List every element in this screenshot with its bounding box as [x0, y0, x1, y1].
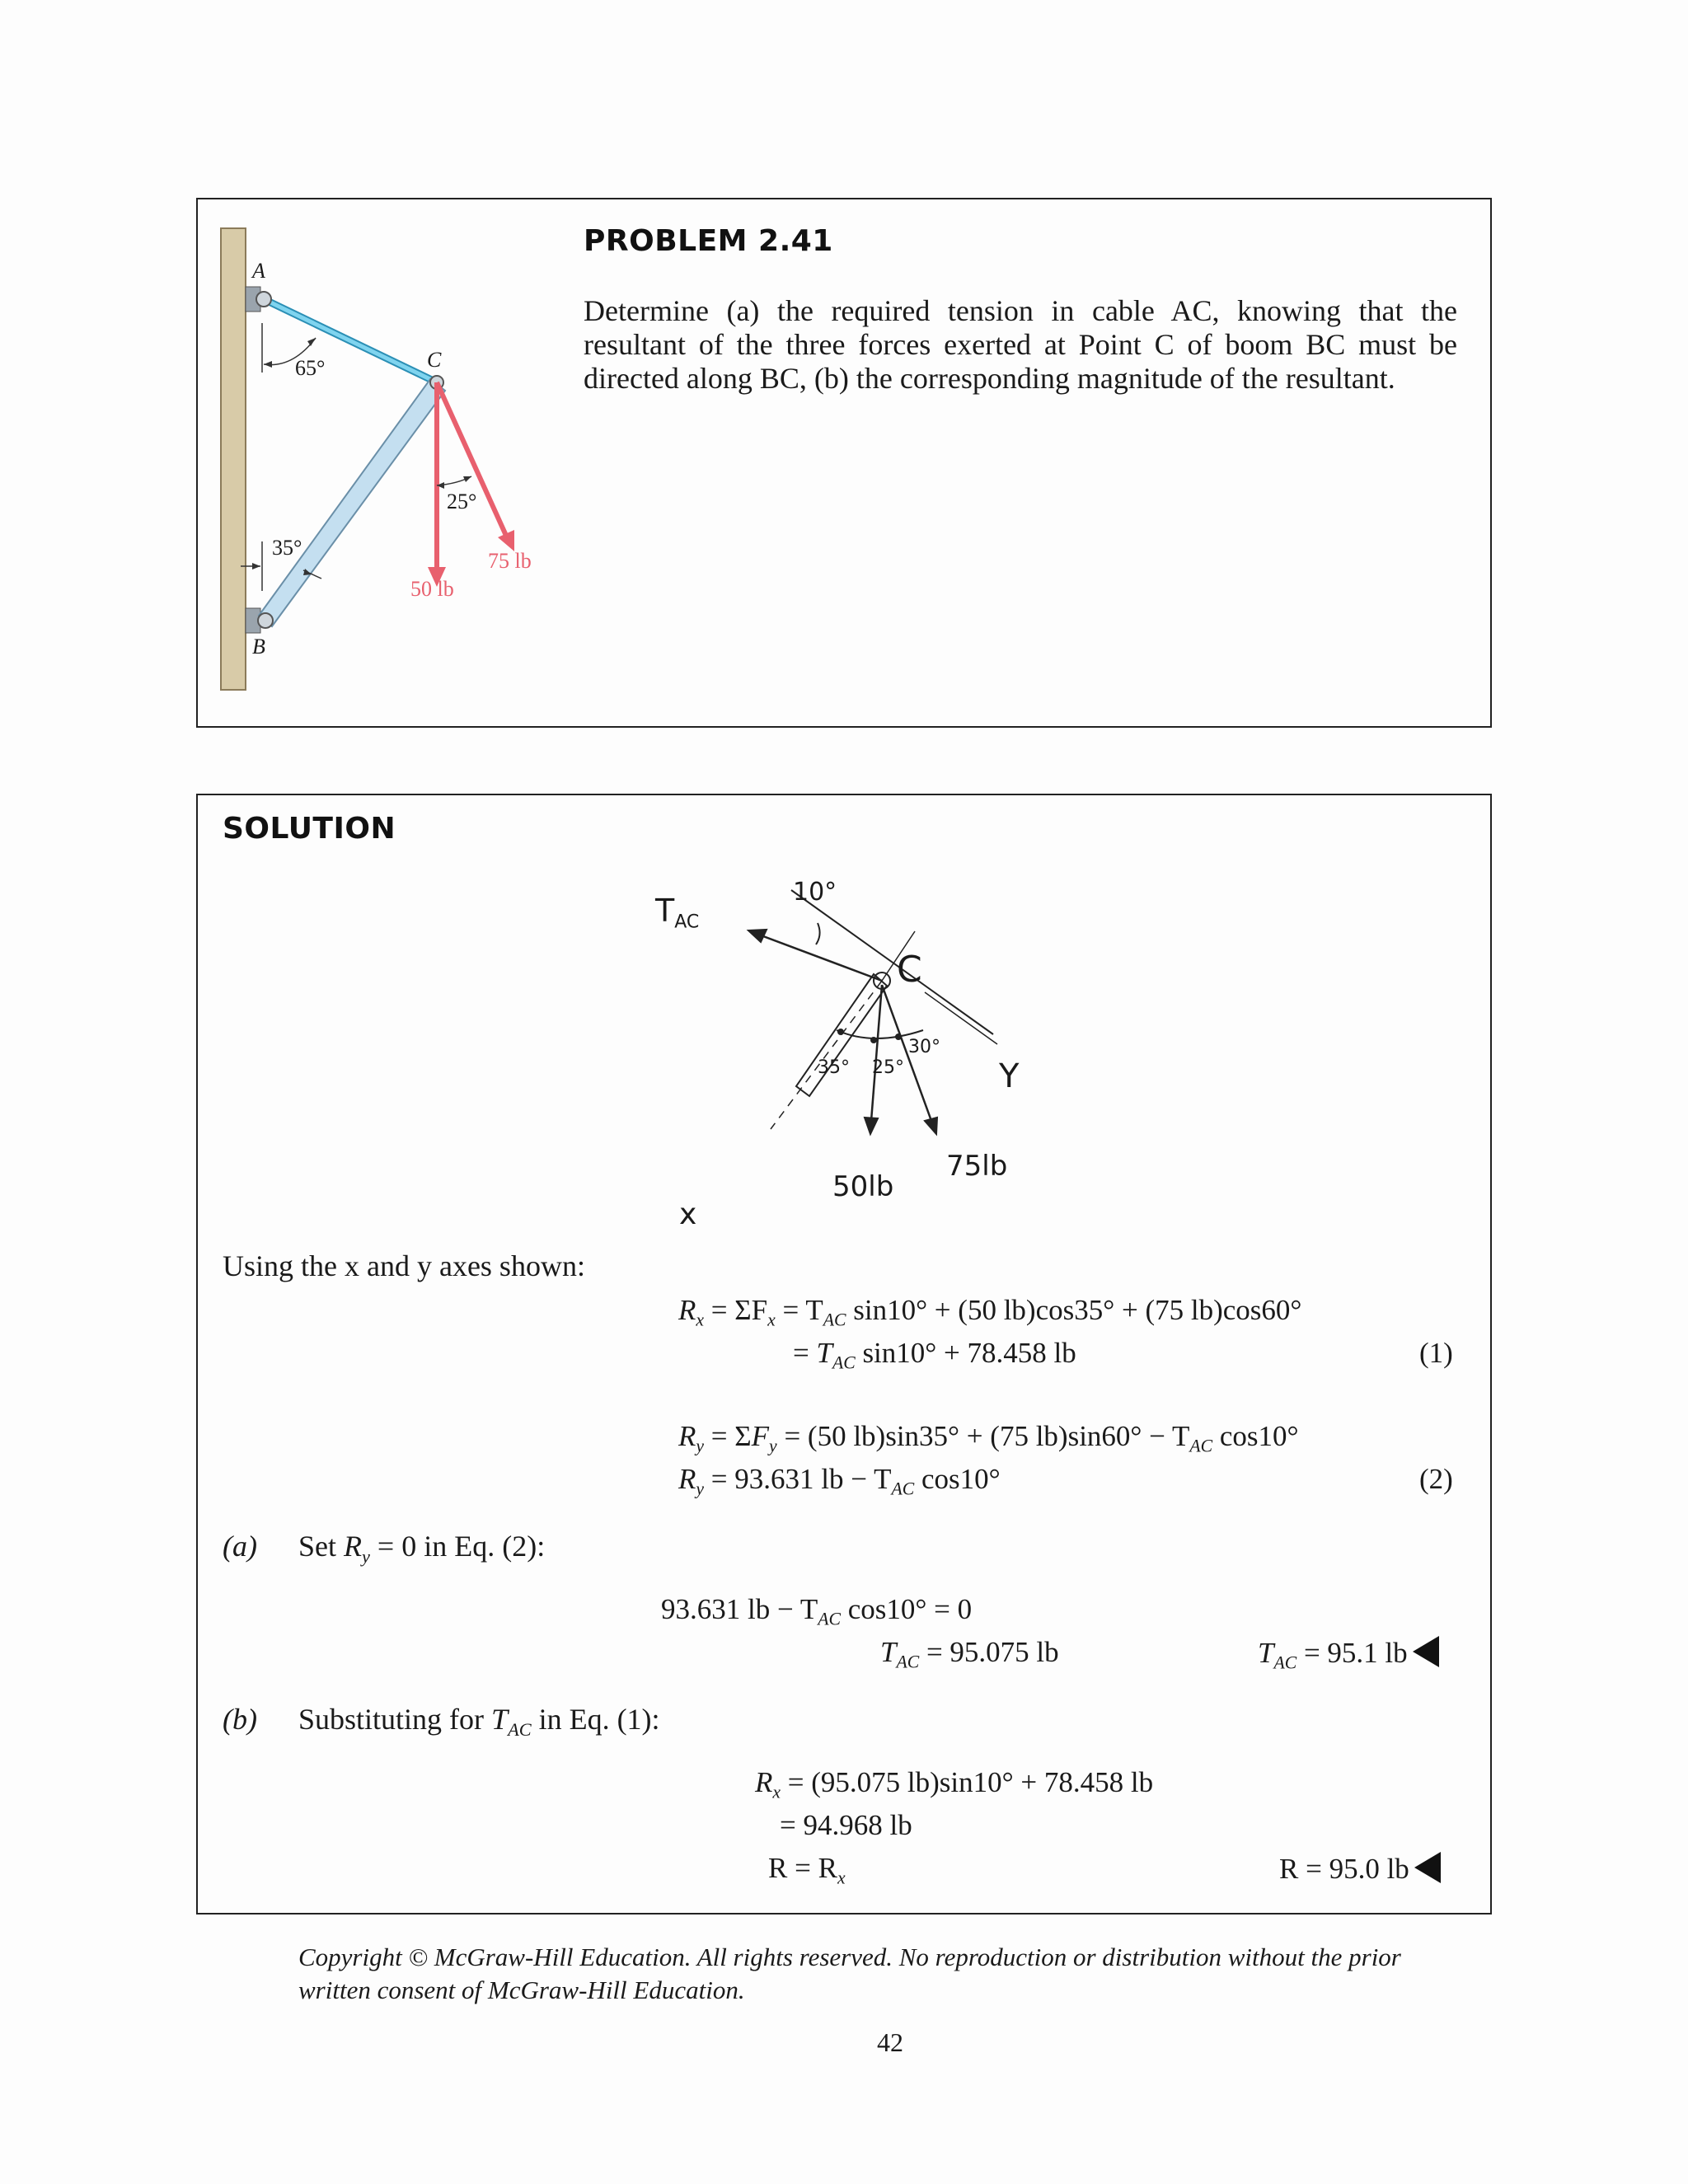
part-a-text: Set $R_y = 0$ in Eq. (2): [298, 1530, 546, 1567]
ry-equation-2: $R_y = 93.631$ lb − $T_{AC}$ cos10° [678, 1463, 1001, 1499]
copyright-notice: Copyright © McGraw-Hill Education. All rights reserved. No reproduction or distribution without the prior written consent of McGraw-Hill Education. [298, 1943, 1401, 2004]
sketch-angle-25: 25° [872, 1057, 904, 1078]
part-b-text: Substituting for $T_{AC}$ in Eq. (1): [298, 1703, 660, 1740]
label-c: C [427, 348, 442, 372]
answer-marker-a [1413, 1636, 1439, 1667]
part-a-equation-2: $T_{AC} = 95.075$ lb [880, 1636, 1059, 1672]
sketch-angle-10: 10° [793, 878, 837, 907]
sketch-axis-y: Y [999, 1057, 1020, 1095]
force-50-label: 50 lb [410, 577, 454, 601]
equation-number-2: (2) [1419, 1463, 1453, 1495]
sketch-label-c: C [897, 949, 922, 991]
sketch-angle-30: 30° [908, 1037, 940, 1057]
sketch-force-75: 75lb [946, 1150, 1008, 1183]
problem-statement: Determine (a) the required tension in cable AC, knowing that the resultant of the three forces exerted at Point C of boom BC must be directed along BC, (b) the corresponding magnitude of the resultant. [584, 294, 1457, 395]
angle-65-label: 65° [295, 356, 326, 380]
label-a: A [252, 259, 265, 283]
equation-number-1: (1) [1419, 1337, 1453, 1369]
angle-25-label: 25° [447, 490, 477, 513]
axes-text: Using the x and y axes shown: [223, 1249, 585, 1282]
sketch-angle-35: 35° [818, 1057, 850, 1078]
part-a-label: (a) [223, 1530, 257, 1563]
part-a-answer: $T_{AC} = 95.1$ lb [1258, 1636, 1439, 1674]
sketch-force-50: 50lb [832, 1170, 894, 1203]
rx-equation-2: = $T_{AC}$ sin10° + 78.458 lb [793, 1337, 1076, 1373]
part-b-equation-1: $R_x = (95.075$ lb)sin10° + 78.458 lb [755, 1766, 1154, 1802]
label-b: B [252, 635, 265, 658]
force-75-label: 75 lb [488, 549, 532, 573]
angle-35-label: 35° [272, 536, 302, 560]
wall [221, 228, 246, 690]
pin-b [258, 613, 273, 628]
page-number: 42 [877, 2027, 903, 2057]
part-b-answer: R = 95.0 lb [1279, 1852, 1441, 1886]
solution-box [196, 794, 1492, 1915]
sketch-axis-x: x [679, 1197, 697, 1231]
part-b-equation-3: $R = R_x$ [768, 1852, 846, 1888]
ry-equation-1: $R_y = \Sigma F_y = (50$ lb)sin35° + (75 $lb)\sin 60^\circ - T_{AC}$ cos10° [678, 1420, 1299, 1456]
part-a-equation-1: 93.631 lb − $T_{AC}$ cos10° = 0 [661, 1593, 973, 1629]
sketch-tac-label: $T_{AC}$ [655, 893, 700, 933]
rx-equation-1: $R_x = \Sigma F_x = T_{AC}$ sin10° + (50 lb)cos35° + (75 lb)cos60° [678, 1294, 1302, 1330]
answer-marker-b [1414, 1852, 1441, 1883]
solution-sketch [643, 874, 1253, 1253]
part-b-label: (b) [223, 1703, 257, 1736]
solution-title: SOLUTION [223, 812, 396, 846]
problem-box [196, 198, 1492, 728]
part-b-equation-2: = 94.968 lb [780, 1809, 912, 1841]
problem-title: PROBLEM 2.41 [584, 224, 833, 258]
pin-a [256, 292, 271, 307]
